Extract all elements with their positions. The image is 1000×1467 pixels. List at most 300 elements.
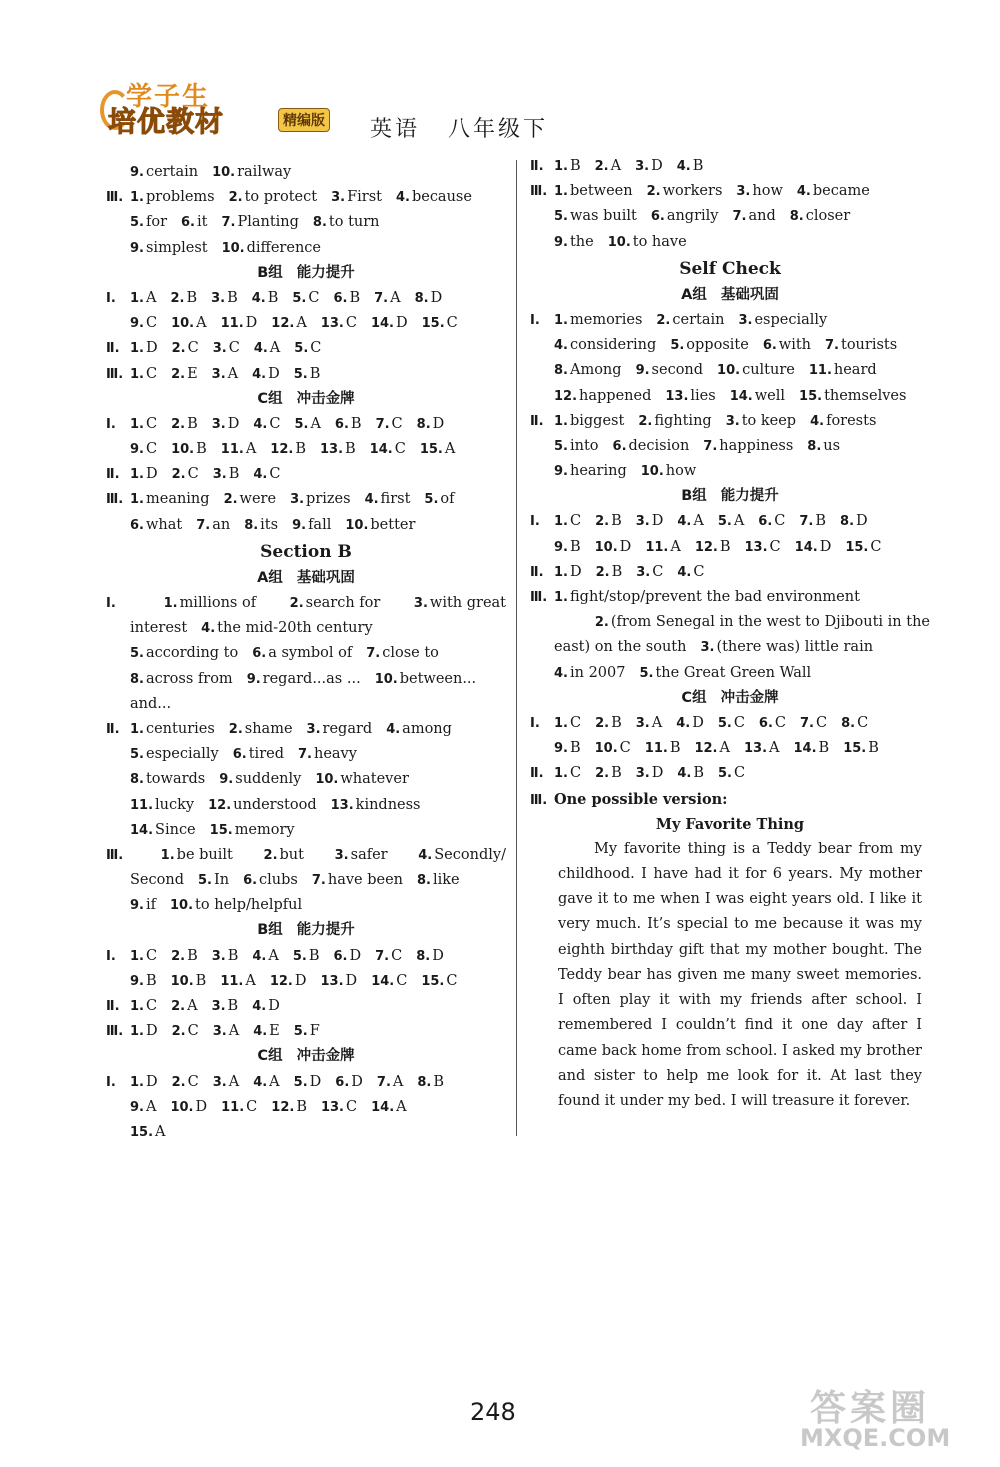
answer-text: C xyxy=(396,972,408,989)
answer-text: D xyxy=(619,538,632,555)
roman-numeral: Ⅰ. xyxy=(106,290,116,306)
answer-item xyxy=(641,459,697,484)
page-header xyxy=(100,72,580,142)
answer-item xyxy=(170,893,302,918)
answer-text: became xyxy=(812,183,870,200)
roman-numeral: Ⅰ. xyxy=(106,596,116,611)
answer-item xyxy=(271,1095,307,1120)
answer-text: D xyxy=(245,315,258,332)
answer-text: C xyxy=(187,1073,199,1090)
answer-number: 13. xyxy=(665,388,689,404)
answer-text: B xyxy=(868,740,879,757)
answer-item xyxy=(554,179,633,204)
answer-number: 13. xyxy=(744,539,768,555)
answer-number: 1. xyxy=(554,564,568,580)
answer-number: 5. xyxy=(130,215,144,231)
answer-item xyxy=(636,761,664,786)
answer-text: C xyxy=(145,365,158,382)
answer-number: 11. xyxy=(221,1099,245,1115)
answer-line xyxy=(530,384,930,409)
answer-item xyxy=(292,513,331,538)
answer-number: 2. xyxy=(170,290,185,306)
answer-number: 4. xyxy=(253,416,268,432)
left-column xyxy=(106,160,506,1145)
answer-item xyxy=(171,994,197,1019)
answer-number: 5. xyxy=(718,766,732,782)
answer-item xyxy=(371,969,407,994)
answer-number: 9. xyxy=(554,539,568,555)
roman-numeral: Ⅲ. xyxy=(106,190,124,206)
answer-text: C xyxy=(346,1098,358,1115)
answer-number: 6. xyxy=(758,715,773,731)
answer-item xyxy=(130,437,157,462)
answer-item xyxy=(321,969,358,994)
answer-item xyxy=(253,1070,279,1095)
answer-item xyxy=(417,868,460,893)
answer-number: 14. xyxy=(794,539,818,555)
answer-number: 14. xyxy=(369,442,393,458)
answer-text: D xyxy=(432,947,444,964)
answer-item xyxy=(171,969,207,994)
answer-item xyxy=(130,1019,158,1044)
answer-number: 9. xyxy=(130,898,144,914)
answer-item xyxy=(130,1120,166,1145)
answer-number: 3. xyxy=(725,413,740,429)
answer-number: 8. xyxy=(807,438,822,454)
answer-number: 6. xyxy=(243,873,258,889)
answer-number: 8. xyxy=(414,290,429,306)
answer-number: 7. xyxy=(375,416,390,432)
answer-number: 7. xyxy=(703,438,718,454)
answer-text: B xyxy=(569,158,581,174)
answer-number: 4. xyxy=(676,715,691,731)
answer-text: but xyxy=(279,846,304,863)
answer-item xyxy=(825,333,897,358)
answer-number: 6. xyxy=(333,948,348,964)
answer-text: A xyxy=(155,1123,166,1140)
answer-number: 1. xyxy=(554,590,568,605)
answer-item xyxy=(229,185,317,210)
answer-item xyxy=(130,311,157,336)
answer-number: 4. xyxy=(418,847,433,863)
answer-item xyxy=(843,736,879,761)
answer-text: D xyxy=(349,947,362,964)
answer-item xyxy=(797,179,870,204)
line-indent xyxy=(530,610,554,635)
answer-text: prizes xyxy=(306,491,351,508)
answer-text: C xyxy=(870,538,882,555)
answer-text: D xyxy=(195,1098,208,1115)
answer-item xyxy=(253,1019,280,1044)
answer-item xyxy=(171,362,198,387)
answer-item xyxy=(677,154,704,179)
answer-text: A xyxy=(651,714,663,731)
answer-item xyxy=(665,384,715,409)
answer-text: themselves xyxy=(824,387,907,404)
group-title: 冲击金牌 xyxy=(296,390,355,407)
answer-number: 10. xyxy=(171,442,195,458)
answer-text: C xyxy=(145,315,158,332)
answer-item xyxy=(130,767,205,792)
answer-number: 4. xyxy=(201,621,216,637)
answer-line xyxy=(106,868,506,893)
answer-text: us xyxy=(823,437,841,454)
answer-text: D xyxy=(432,415,445,432)
answer-number: 6. xyxy=(612,438,627,454)
answer-text: closer xyxy=(805,208,851,225)
answer-number: 1. xyxy=(130,366,144,382)
answer-line xyxy=(530,230,930,255)
answer-line xyxy=(106,944,506,969)
group-label: A组 xyxy=(681,286,707,303)
answer-text: to have xyxy=(632,233,687,250)
answer-number: 3. xyxy=(334,847,349,863)
answer-item xyxy=(554,736,581,761)
answer-line xyxy=(106,994,506,1019)
answer-text: and... xyxy=(130,695,172,712)
answer-item xyxy=(130,1095,156,1120)
answer-item xyxy=(253,462,280,487)
answer-line xyxy=(530,333,930,358)
answer-text: especially xyxy=(145,746,219,763)
answer-text: C xyxy=(816,714,828,731)
group-title: 能力提升 xyxy=(296,922,355,939)
group-title: 能力提升 xyxy=(720,488,779,505)
answer-text: D xyxy=(227,415,240,432)
answer-item xyxy=(224,487,277,512)
answer-text: D xyxy=(651,513,664,530)
answer-text: C xyxy=(228,340,240,357)
answer-number: 10. xyxy=(170,898,194,914)
answer-item xyxy=(172,336,199,361)
answer-item xyxy=(763,333,811,358)
answer-text: C xyxy=(693,563,705,580)
subject-name: 英语 xyxy=(370,117,421,142)
answer-number: 8. xyxy=(416,416,431,432)
answer-text: Secondly/ xyxy=(434,846,506,863)
answer-number: 7. xyxy=(196,517,211,533)
answer-item xyxy=(608,230,687,255)
roman-numeral: Ⅲ. xyxy=(106,366,124,382)
answer-number: 10. xyxy=(212,165,236,180)
answer-text: for xyxy=(145,214,168,231)
answer-item xyxy=(790,204,850,229)
answer-number: 2. xyxy=(171,999,186,1014)
answer-text: to help/helpful xyxy=(195,897,303,914)
answer-number: 6. xyxy=(334,416,349,432)
answer-item xyxy=(595,736,631,761)
subject-title xyxy=(370,112,576,143)
answer-item xyxy=(795,535,832,560)
answer-text: E xyxy=(269,1023,280,1040)
answer-item xyxy=(294,1070,322,1095)
essay-title: My Favorite Thing xyxy=(655,815,805,833)
answer-text: A xyxy=(196,315,207,332)
roman-numeral: Ⅲ. xyxy=(106,492,124,508)
answer-item xyxy=(294,336,321,361)
answer-number: 4. xyxy=(810,413,825,429)
answer-number: 13. xyxy=(319,442,344,458)
answer-number: 2. xyxy=(656,312,671,328)
answer-item xyxy=(554,711,581,736)
answer-text: kindness xyxy=(355,796,421,813)
answer-item xyxy=(130,742,219,767)
answer-number: 1. xyxy=(554,413,568,429)
answer-number: 9. xyxy=(130,316,144,332)
answer-number: 3. xyxy=(212,1074,227,1090)
answer-number: 5. xyxy=(292,290,307,306)
answer-number: 8. xyxy=(840,514,855,530)
answer-number: 5. xyxy=(198,873,212,889)
answer-text: an xyxy=(212,516,231,533)
answer-text: C xyxy=(391,947,403,964)
answer-number: 3. xyxy=(636,564,651,580)
group-heading xyxy=(106,261,506,286)
answer-item xyxy=(809,358,877,383)
answer-item xyxy=(635,154,663,179)
answer-number: 7. xyxy=(825,338,839,354)
answer-item xyxy=(376,412,403,437)
answer-line xyxy=(106,893,506,918)
answer-item xyxy=(807,434,840,459)
answer-text: B xyxy=(611,765,622,782)
answer-line xyxy=(106,210,506,235)
answer-text: B xyxy=(186,289,198,306)
answer-text: A xyxy=(269,1073,280,1090)
answer-number: 7. xyxy=(298,747,312,763)
answer-line xyxy=(530,204,930,229)
answer-item xyxy=(130,969,157,994)
answer-text: (there was) little rain xyxy=(716,639,874,656)
answer-text: C xyxy=(569,714,582,731)
answer-text: A xyxy=(296,315,307,332)
answer-number: 11. xyxy=(644,741,668,757)
answer-number: 14. xyxy=(130,822,154,838)
answer-text: towards xyxy=(145,771,206,788)
roman-numeral: Ⅰ. xyxy=(106,416,116,432)
answer-line xyxy=(106,362,506,387)
answer-item xyxy=(307,717,373,742)
answer-text: certain xyxy=(672,311,725,328)
answer-text: B xyxy=(228,466,240,483)
group-heading xyxy=(530,283,930,308)
answer-item xyxy=(424,487,454,512)
answer-number: 3. xyxy=(306,721,321,737)
answer-item xyxy=(375,667,476,692)
answer-text: C xyxy=(187,466,199,483)
answer-text: search for xyxy=(305,595,381,611)
answer-item xyxy=(745,535,781,560)
answer-number: 3. xyxy=(635,514,650,530)
answer-item xyxy=(420,437,456,462)
answer-text: A xyxy=(390,289,401,306)
answer-text: C xyxy=(145,998,158,1014)
answer-item xyxy=(264,843,304,868)
answer-item xyxy=(294,412,320,437)
answer-item xyxy=(130,793,194,818)
answer-item xyxy=(212,362,238,387)
answer-text: meaning xyxy=(145,491,210,508)
answer-line xyxy=(530,358,930,383)
answer-number: 8. xyxy=(416,948,431,964)
answer-text: C xyxy=(774,513,786,530)
answer-number: 2. xyxy=(595,514,610,530)
answer-text: D xyxy=(345,972,358,989)
answer-item xyxy=(130,994,157,1019)
answer-text: B xyxy=(693,765,704,782)
answer-item xyxy=(800,711,827,736)
answer-number: 9. xyxy=(554,741,568,757)
answer-number: 10. xyxy=(594,741,618,757)
answer-text: how xyxy=(752,183,783,200)
answer-text: C xyxy=(187,340,199,357)
answer-item xyxy=(636,509,664,534)
answer-number: 3. xyxy=(738,312,753,328)
answer-item xyxy=(365,487,411,512)
answer-number: 11. xyxy=(645,539,669,555)
answer-line xyxy=(106,236,506,261)
answer-text: A xyxy=(769,740,780,757)
answer-number: 12. xyxy=(694,741,718,757)
section-b-title: Section B xyxy=(260,541,352,562)
answer-item xyxy=(321,311,357,336)
answer-number: 1. xyxy=(130,721,144,737)
answer-number: 2. xyxy=(289,596,304,611)
answer-item xyxy=(130,286,156,311)
answer-item xyxy=(416,944,444,969)
answer-number: 4. xyxy=(252,366,267,382)
answer-text: D xyxy=(430,289,443,306)
answer-item xyxy=(718,509,744,534)
answer-number: 1. xyxy=(130,190,144,206)
answer-item xyxy=(845,535,881,560)
answer-number: 1. xyxy=(130,1024,144,1040)
answer-number: 3. xyxy=(635,766,650,782)
answer-item xyxy=(252,362,280,387)
answer-item xyxy=(370,437,406,462)
answer-text: D xyxy=(395,315,408,332)
answer-line xyxy=(530,434,930,459)
answer-text: happened xyxy=(579,387,652,404)
answer-item xyxy=(639,661,811,686)
answer-text: because xyxy=(411,189,472,206)
answer-text: the Great Green Wall xyxy=(655,664,812,681)
answer-line xyxy=(106,591,506,616)
answer-item xyxy=(636,711,662,736)
answer-number: 8. xyxy=(417,1074,432,1090)
answer-text: angrily xyxy=(666,208,719,225)
answer-item xyxy=(254,336,280,361)
answer-item xyxy=(333,286,360,311)
answer-line xyxy=(530,409,930,434)
answer-number: 15. xyxy=(419,442,443,458)
answer-text: railway xyxy=(237,164,292,180)
answer-item xyxy=(130,717,215,742)
answer-text: E xyxy=(187,365,198,382)
roman-numeral: Ⅰ. xyxy=(530,514,540,530)
answer-item xyxy=(718,761,745,786)
answer-number: 14. xyxy=(371,1099,395,1115)
answer-number: 3. xyxy=(736,184,751,200)
answer-number: 4. xyxy=(677,766,692,782)
answer-item xyxy=(252,286,279,311)
answer-line xyxy=(106,793,506,818)
answer-text: lucky xyxy=(155,796,195,813)
answer-number: 9. xyxy=(635,363,650,379)
answer-number: 5. xyxy=(293,366,308,382)
answer-number: 15. xyxy=(845,539,869,555)
page-number: 248 xyxy=(470,1398,516,1426)
answer-item xyxy=(670,333,749,358)
answer-item xyxy=(759,711,786,736)
answer-text: D xyxy=(651,158,663,174)
answer-item xyxy=(554,308,642,333)
answer-item xyxy=(130,362,157,387)
answer-text: D xyxy=(351,1073,363,1090)
answer-line xyxy=(530,661,930,686)
answer-line xyxy=(106,160,506,185)
answer-number: 2. xyxy=(646,184,661,200)
answer-number: 15. xyxy=(130,1124,154,1140)
answer-number: 5. xyxy=(717,514,732,530)
answer-item xyxy=(130,667,233,692)
answer-number: 2. xyxy=(263,847,278,863)
roman-numeral: Ⅱ. xyxy=(106,467,120,483)
answer-number: 4. xyxy=(796,184,811,200)
answer-item xyxy=(374,286,400,311)
answer-line xyxy=(106,641,506,666)
answer-item xyxy=(313,210,380,235)
answer-number: 10. xyxy=(221,240,245,256)
answer-number: 4. xyxy=(251,290,266,306)
answer-number: 4. xyxy=(252,948,267,964)
answer-item xyxy=(700,635,873,660)
answer-text: and xyxy=(748,208,776,225)
answer-text: C xyxy=(569,765,582,782)
answer-item xyxy=(212,412,240,437)
answer-text: B xyxy=(227,289,238,306)
answer-item xyxy=(213,1019,239,1044)
answer-number: 2. xyxy=(171,467,186,483)
answer-text: hearing xyxy=(569,463,627,480)
answer-item xyxy=(172,462,199,487)
answer-number: 6. xyxy=(252,646,267,662)
answer-number: 12. xyxy=(269,973,293,989)
answer-number: 4. xyxy=(252,999,267,1014)
answer-text: In xyxy=(213,872,230,889)
answer-text: heard xyxy=(833,362,877,379)
answer-text: F xyxy=(309,1023,320,1040)
answer-item xyxy=(418,843,506,868)
answer-item xyxy=(130,160,198,185)
answer-line xyxy=(530,459,930,484)
answer-text: considering xyxy=(569,337,657,354)
answer-number: 6. xyxy=(650,209,665,225)
answer-line xyxy=(106,767,506,792)
answer-text: B xyxy=(611,563,623,580)
roman-numeral: Ⅰ. xyxy=(530,715,540,731)
answer-number: 2. xyxy=(171,1024,186,1040)
answer-text: (from Senegal in the west to Djibouti in the xyxy=(610,614,930,631)
answer-number: 12. xyxy=(554,388,578,404)
answer-number: 10. xyxy=(170,973,194,989)
answer-item xyxy=(554,509,581,534)
answer-item xyxy=(130,336,158,361)
answer-text: C xyxy=(391,415,403,432)
answer-text: to turn xyxy=(328,214,380,231)
answer-item xyxy=(130,236,208,261)
roman-numeral: Ⅱ. xyxy=(106,999,120,1014)
